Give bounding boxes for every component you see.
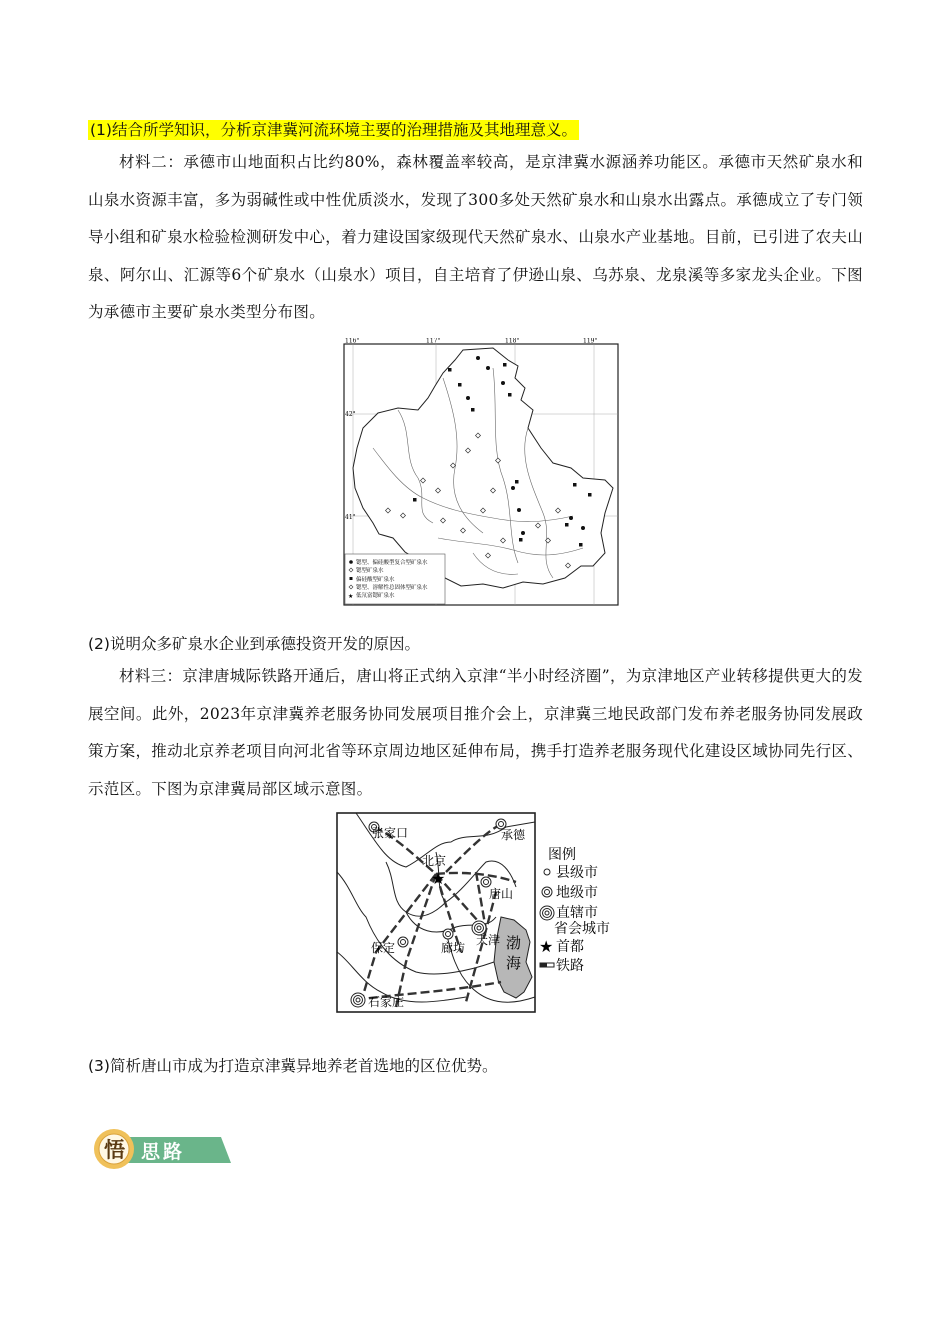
chengde-mineral-water-map [343,338,619,606]
thinking-section-badge [93,1127,233,1171]
legend-prefecture-icon [542,887,552,897]
city-baoding-label: 保定 [371,941,396,955]
legend-county-icon [544,869,550,875]
lon-label-117: 117° [426,338,441,345]
jingjinji-region-map [336,812,622,1014]
lon-label-116: 116° [345,338,360,345]
city-tianjin-label: 天津 [476,933,501,947]
question-3: (3)简析唐山市成为打造京津冀异地养老首选地的区位优势。 [88,1057,498,1075]
legend-5-star-icon: ★ [348,593,354,600]
lon-label-118: 118° [505,338,520,345]
legend-county-label: 县级市 [556,865,598,881]
question-1 [88,118,579,140]
question-1-text: (1)结合所学知识，分析京津冀河流环境主要的治理措施及其地理意义。 [90,121,577,139]
material-2-paragraph: 材料二：承德市山地面积占比约80%，森林覆盖率较高，是京津冀水源涵养功能区。承德市天然矿泉水和山泉水资源丰富，多为弱碱性或中性优质淡水，发现了300多处天然矿泉水和山泉水出露点。承德成立了专门领导小组和矿泉水检验检测研发中心，着力建设国家级现代天然矿泉水、山泉水产业基地。目前，已引进了农夫山泉、阿尔山、汇源等6个矿泉水（山泉水）项目，自主培育了伊逊山泉、乌苏泉、龙泉溪等多家龙头企业。下图为承德市主要矿泉水类型分布图。 [88,153,863,321]
map2-legend-title: 图例 [548,847,576,863]
beijing-capital-star-icon: ★ [431,869,446,888]
legend-capital-star-icon: ★ [539,937,554,956]
legend-municipality-label-2: 省会城市 [554,921,610,937]
legend-railway-icon [540,963,554,967]
legend-5-label: 低氘富锶矿泉水 [356,593,395,599]
lat-label-41: 41° [345,514,356,521]
city-tangshan-label: 唐山 [489,887,514,901]
badge-icon-char: 悟 [104,1137,125,1162]
city-chengde-label: 承德 [501,828,526,842]
legend-railway-label: 铁路 [556,958,584,974]
city-langfang-label: 廊坊 [441,941,466,955]
sea-label-2: 海 [506,954,522,972]
material-3-paragraph: 材料三：京津唐城际铁路开通后，唐山将正式纳入京津“半小时经济圈”，为京津地区产业转移提供更大的发展空间。此外，2023年京津冀养老服务协同发展项目推介会上，京津冀三地民政部门发布养老服务协同发展政策方案，推动北京养老项目向河北省等环京周边地区延伸布局，携手打造养老服务现代化建设区域协同先行区、示范区。下图为京津冀局部区域示意图。 [88,667,863,798]
lat-label-42: 42° [345,411,356,418]
city-beijing-label: 北京 [422,854,447,868]
legend-4-label: 锶型、溶解性总固体型矿泉水 [356,585,428,591]
sea-label-1: 渤 [506,934,522,952]
city-shijiazhuang-label: 石家庄 [368,995,405,1009]
legend-prefecture-label: 地级市 [556,885,598,901]
question-2: (2)说明众多矿泉水企业到承德投资开发的原因。 [88,635,420,653]
legend-municipality-icon [540,906,554,920]
legend-municipality-label-1: 直辖市 [556,905,598,921]
legend-2-label: 锶型矿泉水 [356,568,384,574]
legend-3-label: 偏硅酸型矿泉水 [356,577,395,583]
city-zhangjiakou-label: 张家口 [372,826,409,840]
legend-capital-label: 首都 [556,939,584,955]
badge-label: 思路 [141,1141,186,1163]
lon-label-119: 119° [583,338,598,345]
legend-1-label: 锶型、偏硅酸型复合型矿泉水 [356,560,428,566]
